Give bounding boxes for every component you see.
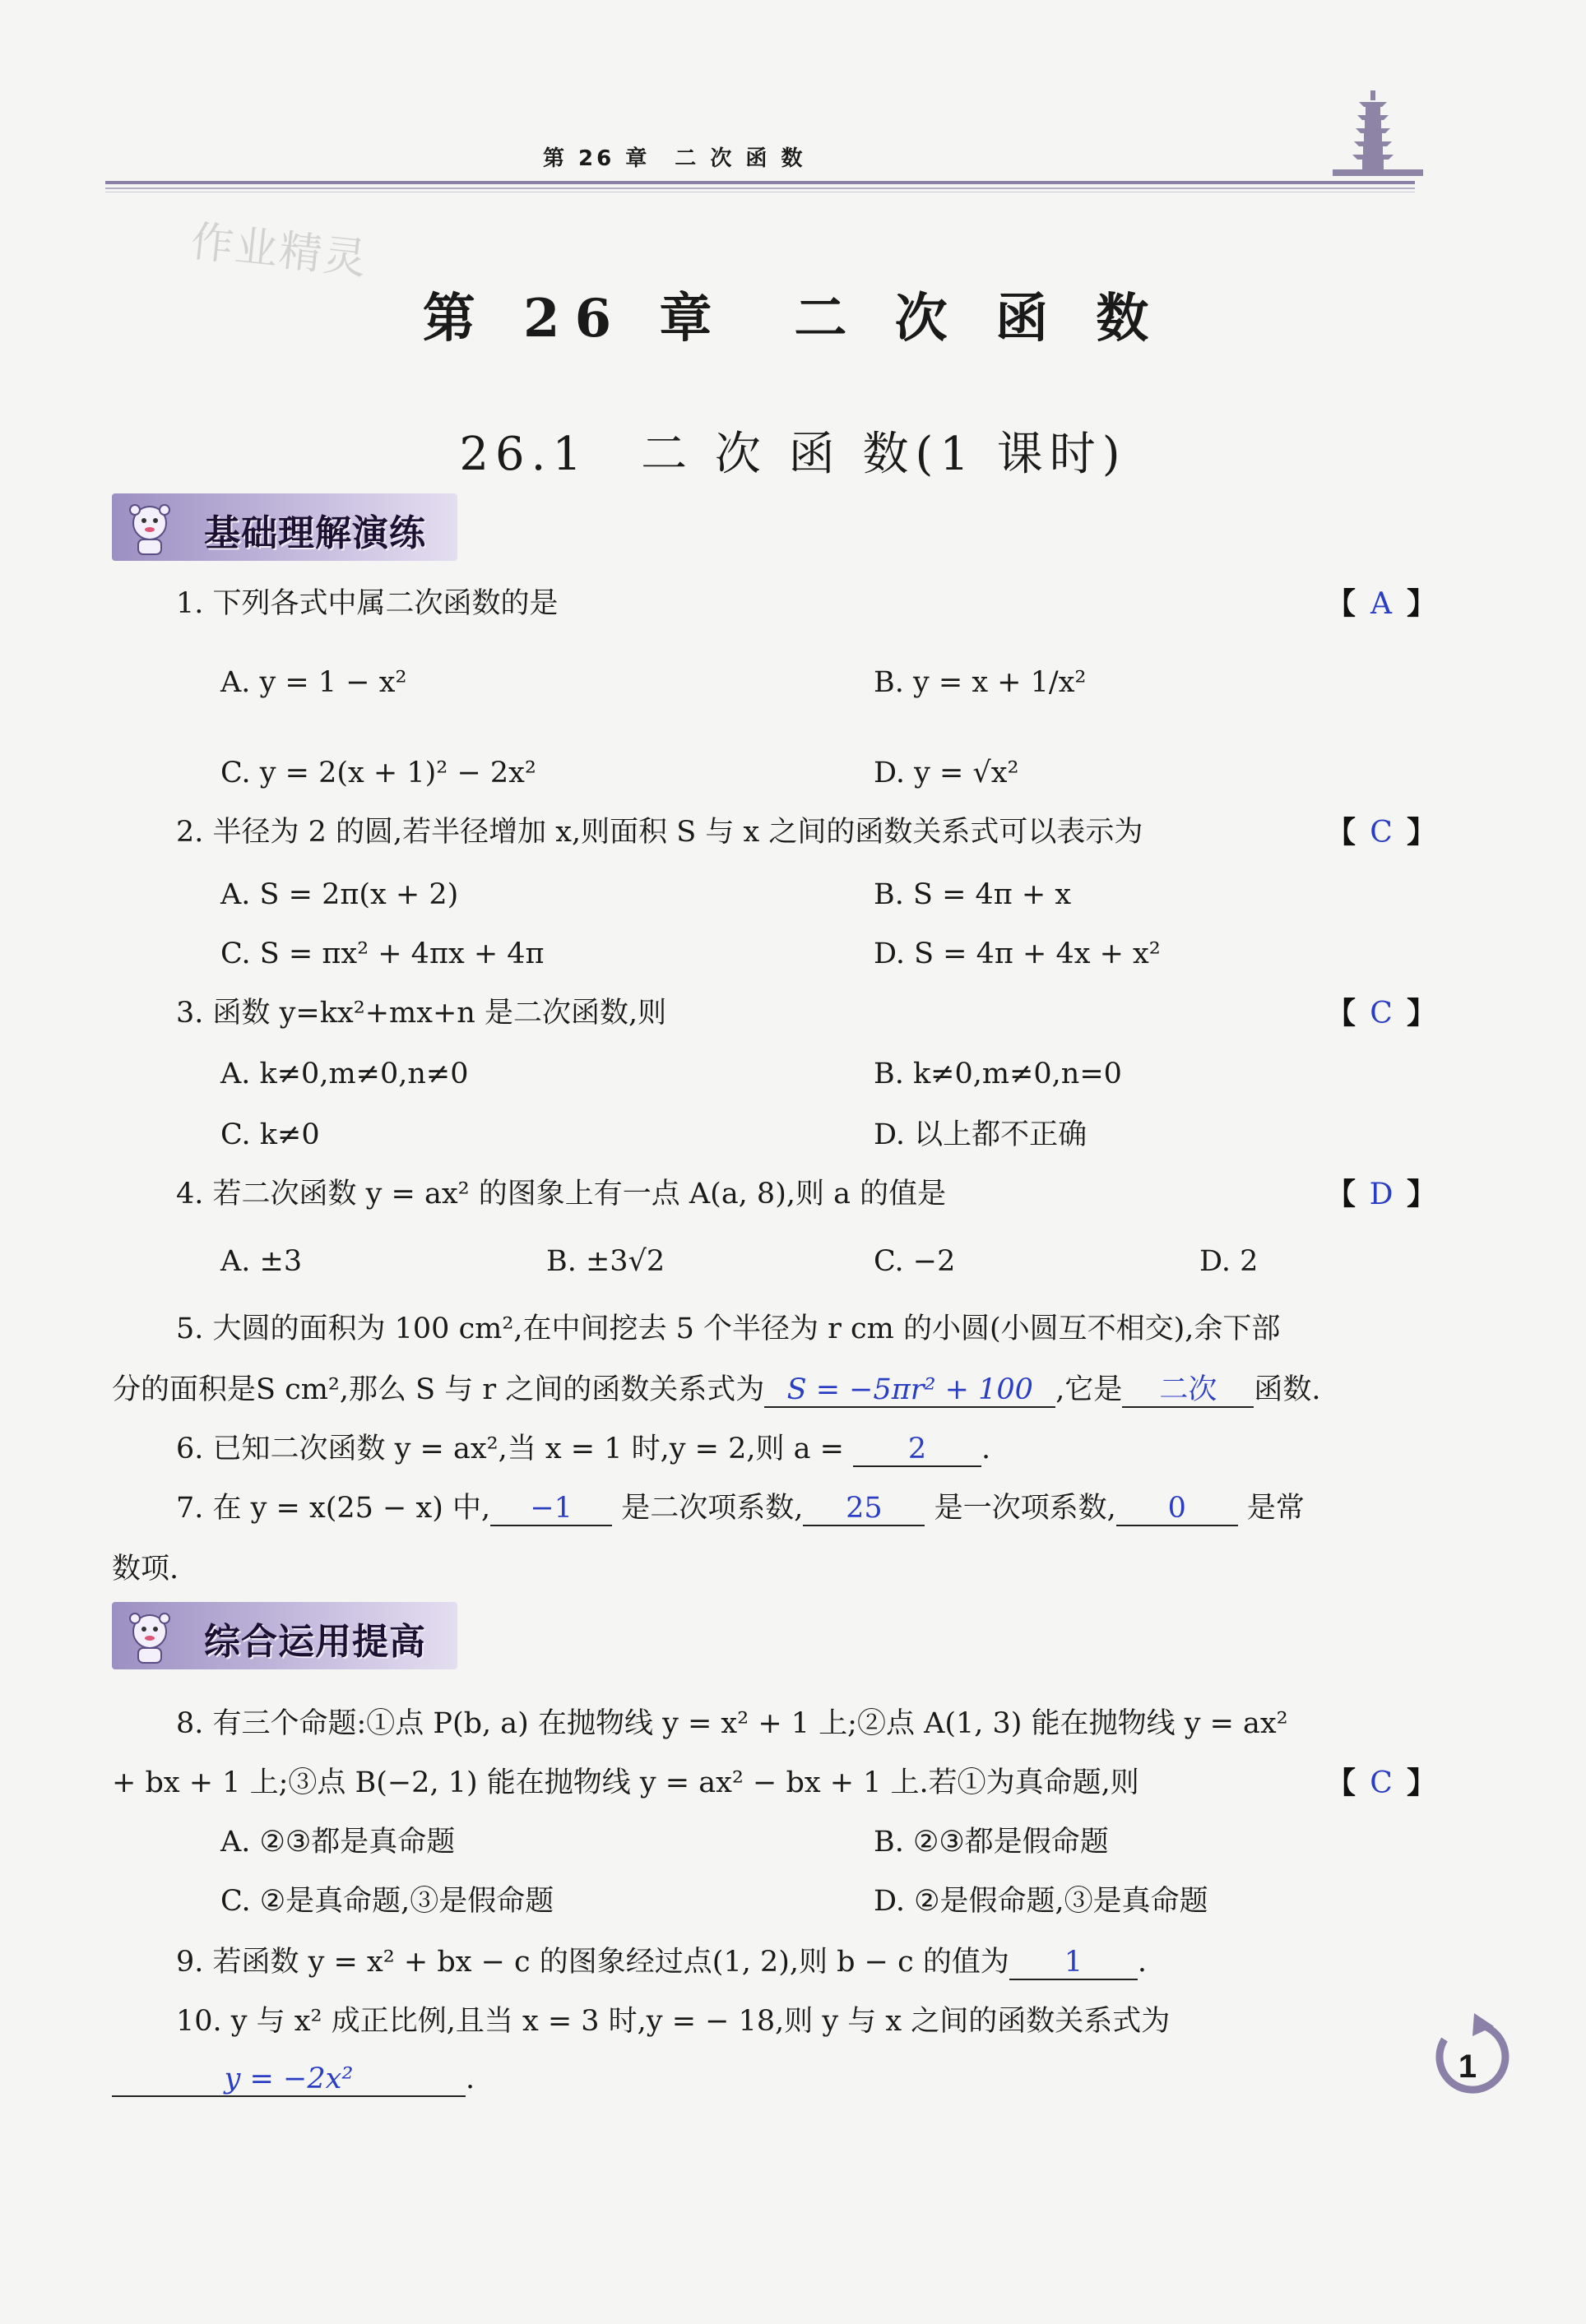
question-10-blank: y = −2x² xyxy=(112,2062,466,2097)
answer-bracket-2: 【 C 】 xyxy=(1326,815,1437,850)
header-rule xyxy=(105,187,1415,189)
question-5-line2 xyxy=(112,1370,1321,1410)
answer-bracket-4: 【 D 】 xyxy=(1326,1177,1437,1211)
question-6 xyxy=(176,1429,990,1469)
question-5-line1: 5. 大圆的面积为 100 cm²,在中间挖去 5 个半径为 r cm 的小圆(小圆互不相交),余下部 xyxy=(176,1312,1281,1345)
question-5-text: ,它是 xyxy=(1055,1373,1123,1406)
question-8-option-d: D. ②是假命题,③是真命题 xyxy=(874,1885,1208,1918)
mascot-icon xyxy=(117,1607,184,1664)
question-5-text: 函数. xyxy=(1254,1373,1321,1406)
question-4-option-d: D. 2 xyxy=(1199,1245,1259,1278)
question-1-option-d: D. y = √x² xyxy=(874,757,1019,789)
question-4-option-c: C. −2 xyxy=(874,1245,956,1278)
question-3-option-d: D. 以上都不正确 xyxy=(874,1118,1087,1151)
question-2-option-b: B. S = 4π + x xyxy=(874,878,1072,911)
question-1-option-a: A. y = 1 − x² xyxy=(220,666,407,699)
question-10-line1: 10. y 与 x² 成正比例,且当 x = 3 时,y = − 18,则 y 与 x 之间的函数关系式为 xyxy=(176,2005,1171,2038)
question-6-text: . xyxy=(981,1433,991,1465)
answer-1: A xyxy=(1370,587,1393,621)
question-9-text: . xyxy=(1137,1946,1147,1979)
question-3-option-b: B. k≠0,m≠0,n=0 xyxy=(874,1058,1122,1090)
answer-8: C xyxy=(1370,1766,1393,1800)
question-10-text: . xyxy=(466,2062,475,2095)
question-8-option-c: C. ②是真命题,③是假命题 xyxy=(220,1885,554,1918)
header-rule xyxy=(105,181,1415,184)
question-8-option-a: A. ②③都是真命题 xyxy=(220,1826,456,1859)
question-9-text: 9. 若函数 y = x² + bx − c 的图象经过点(1, 2),则 b − c 的值为 xyxy=(176,1946,1009,1979)
question-2-stem: 2. 半径为 2 的圆,若半径增加 x,则面积 S 与 x 之间的函数关系式可以表示为 xyxy=(176,816,1143,849)
question-3-option-c: C. k≠0 xyxy=(220,1118,320,1151)
pagoda-icon xyxy=(1316,82,1431,189)
question-10-line2 xyxy=(112,2059,475,2099)
question-2-option-d: D. S = 4π + 4x + x² xyxy=(874,937,1161,970)
answer-3: C xyxy=(1370,997,1393,1030)
question-7-text: 是常 xyxy=(1246,1492,1305,1525)
question-6-blank: 2 xyxy=(853,1433,981,1467)
question-5-text: 分的面积是S cm²,那么 S 与 r 之间的函数关系式为 xyxy=(112,1373,765,1406)
question-7-text: 7. 在 y = x(25 − x) 中, xyxy=(176,1492,491,1525)
page-number: 1 xyxy=(1458,2049,1477,2085)
question-7-blank-1: −1 xyxy=(490,1492,612,1526)
answer-4: D xyxy=(1369,1178,1394,1211)
question-7-text: 是一次项系数, xyxy=(934,1492,1116,1525)
question-3-option-a: A. k≠0,m≠0,n≠0 xyxy=(220,1058,469,1090)
chapter-title: 第 26 章 二 次 函 数 xyxy=(422,288,1164,350)
question-7-line2: 数项. xyxy=(112,1553,179,1586)
page-number-badge xyxy=(1421,2007,1520,2105)
question-3-stem: 3. 函数 y=kx²+mx+n 是二次函数,则 xyxy=(176,997,667,1030)
question-7-blank-3: 0 xyxy=(1116,1492,1238,1526)
question-2-option-a: A. S = 2π(x + 2) xyxy=(220,878,459,911)
question-9 xyxy=(176,1942,1147,1982)
question-8-line1: 8. 有三个命题:①点 P(b, a) 在抛物线 y = x² + 1 上;②点 A(1, 3) 能在抛物线 y = ax² xyxy=(176,1707,1288,1740)
question-4-option-a: A. ±3 xyxy=(220,1245,303,1278)
question-8-line2: + bx + 1 上;③点 B(−2, 1) 能在抛物线 y = ax² − bx + 1 上.若①为真命题,则 xyxy=(112,1766,1139,1799)
banner-title: 综合运用提高 xyxy=(204,1621,426,1663)
question-4-stem: 4. 若二次函数 y = ax² 的图象上有一点 A(a, 8),则 a 的值是 xyxy=(176,1178,947,1211)
mascot-icon xyxy=(117,498,184,556)
question-6-text: 6. 已知二次函数 y = ax²,当 x = 1 时,y = 2,则 a = xyxy=(176,1433,844,1465)
question-1-stem: 1. 下列各式中属二次函数的是 xyxy=(176,587,559,620)
question-4-option-b: B. ±3√2 xyxy=(546,1245,665,1278)
question-7 xyxy=(176,1488,1305,1528)
question-7-text: 是二次项系数, xyxy=(621,1492,804,1525)
question-5-blank-2: 二次 xyxy=(1122,1373,1254,1408)
question-2-option-c: C. S = πx² + 4πx + 4π xyxy=(220,937,545,970)
section-banner-basic xyxy=(112,493,457,561)
answer-2: C xyxy=(1370,816,1393,850)
running-header: 第 26 章 二 次 函 数 xyxy=(543,146,806,171)
question-1-option-c: C. y = 2(x + 1)² − 2x² xyxy=(220,757,536,789)
answer-bracket-1: 【 A 】 xyxy=(1326,586,1437,621)
watermark: 作业精灵 xyxy=(188,216,370,285)
question-8-option-b: B. ②③都是假命题 xyxy=(874,1826,1109,1859)
answer-bracket-8: 【 C 】 xyxy=(1326,1766,1437,1800)
banner-title: 基础理解演练 xyxy=(204,512,426,554)
section-banner-advanced xyxy=(112,1602,457,1669)
section-title: 26.1 二 次 函 数(1 课时) xyxy=(459,428,1127,481)
question-1-option-b: B. y = x + 1/x² xyxy=(874,666,1087,699)
question-5-blank-1: S = −5πr² + 100 xyxy=(764,1373,1055,1408)
answer-bracket-3: 【 C 】 xyxy=(1326,996,1437,1030)
question-9-blank: 1 xyxy=(1009,1946,1138,1980)
question-7-blank-2: 25 xyxy=(803,1492,925,1526)
